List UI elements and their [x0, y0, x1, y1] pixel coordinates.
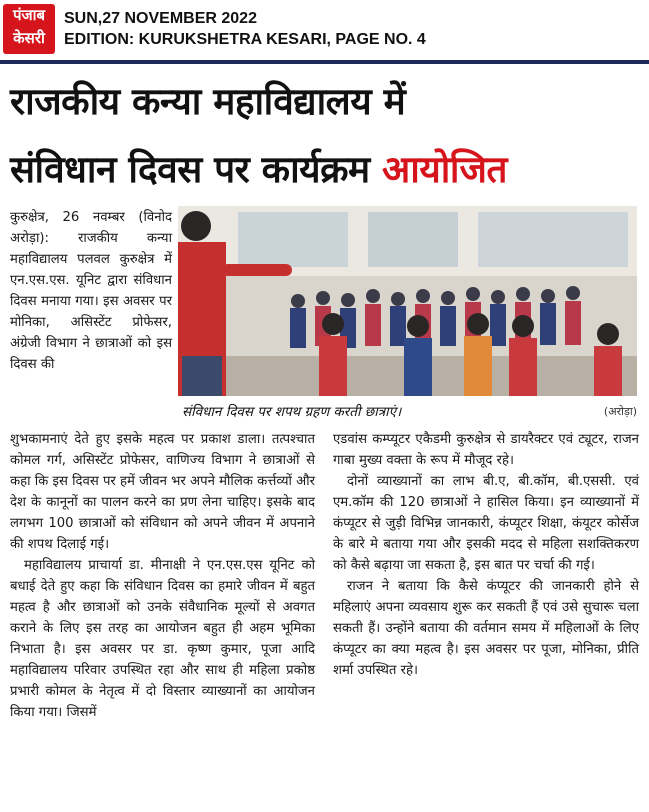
photo-credit: (अरोड़ा)	[603, 405, 637, 418]
photo-caption: संविधान दिवस पर शपथ ग्रहण करती छात्राएं।	[182, 404, 402, 420]
intro-paragraph: कुरुक्षेत्र, 26 नवम्बर (विनोद अरोड़ा): राजकीय कन्या महाविद्यालय पलवल कुरुक्षेत्र में एन.एस.एस. यूनिट द्वारा संविधान दिवस मनाया गया। इस अवसर पर मोनिका, असिस्टेंट प्रोफेसर, अंग्रेजी विभाग ने छात्राओं को इस दिवस की	[10, 210, 172, 372]
col2-paragraph-1: एडवांस कम्प्यूटर एकैडमी कुरुक्षेत्र से डायरैक्टर एवं ट्यूटर, राजन गाबा मुख्य वक्ता के रूप में मौजूद रहे।	[333, 432, 639, 468]
col1-paragraph-1: शुभकामनाएं देते हुए इसके महत्व पर प्रकाश डाला। तत्पश्चात कोमल गर्ग, असिस्टेंट प्रोफेसर, वाणिज्य विभाग ने छात्राओं से कहा कि इस दिवस पर हमें जीवन भर अपने मौलिक कर्त्तव्यों और देश के कानूनों का पालन करने का प्रण लेना चाहिए। इसके बाद लगभग 100 छात्राओं को संविधान को अपने जीवन में अपनाने की शपथ दिलाई गई।	[10, 432, 315, 552]
col2-paragraph-2: दोनों व्याख्यानों का लाभ बी.ए, बी.कॉम, बी.एससी. एवं एम.कॉम की 120 छात्राओं ने हासिल किया। इन व्याख्यानों में कंप्यूटर से जुड़ी विभिन्न जानकारी, कंप्यूटर शिक्षा, कंयूटर कोर्सेज के बारे मे बताया गया और इसकी मदद से महिला सशक्तिकरण को कैसे बढ़ाया जा सकता है, इस बात पर चर्चा की गई।	[333, 474, 639, 573]
headline-line-1: राजकीय कन्या महाविद्यालय में	[10, 80, 406, 123]
newspaper-logo	[3, 4, 55, 54]
col2-paragraph-3: राजन ने बताया कि कैसे कंप्यूटर की जानकारी होने से महिलाएं अपना व्यवसाय शुरू कर सकती हैं एवं उसे सुचारू चला सकती हैं। उन्होंने बताया की वर्तमान समय में महिलाओं के लिए कंप्यूटर का क्या महत्व है। इस अवसर पर पूजा, मोनिका, प्रीति शर्मा उपस्थित रहे।	[333, 579, 639, 678]
header-rule	[0, 60, 649, 64]
headline-highlight: आयोजित	[382, 148, 508, 191]
logo-line-1: पंजाब	[12, 6, 46, 24]
article-column-1	[10, 429, 315, 723]
edition-line: EDITION: KURUKSHETRA KESARI, PAGE NO. 4	[64, 31, 426, 48]
col1-paragraph-2: महाविद्यालय प्राचार्या डा. मीनाक्षी ने एन.एस.एस यूनिट को बधाई देते हुए कहा कि संविधान दिवस का हमारे जीवन में बहुत महत्व है और छात्राओं को उनके संवैधानिक मूल्यों से अवगत कराने के लिए इस तरह का आयोजन बहुत ही अहम भूमिका निभाता है। इस अवसर पर डा. कृष्ण कुमार, पूजा आदि महाविद्यालय परिवार उपस्थित रहा और साथ ही महिला प्रकोष्ठ प्रभारी कोमल के नेतृत्व में दो विस्तार व्याख्यानों का आयोजन किया गया। जिसमें	[10, 558, 315, 720]
edition-info	[64, 8, 426, 50]
publication-date: SUN,27 NOVEMBER 2022	[64, 10, 257, 27]
headline-line-2	[10, 142, 640, 193]
logo-line-2: केसरी	[13, 29, 45, 47]
article-intro	[10, 207, 172, 375]
news-photo	[178, 206, 637, 396]
students-oath-photo	[178, 206, 637, 396]
headline-line-2-main: संविधान दिवस पर कार्यक्रम	[10, 148, 383, 191]
article-column-2	[333, 429, 639, 681]
